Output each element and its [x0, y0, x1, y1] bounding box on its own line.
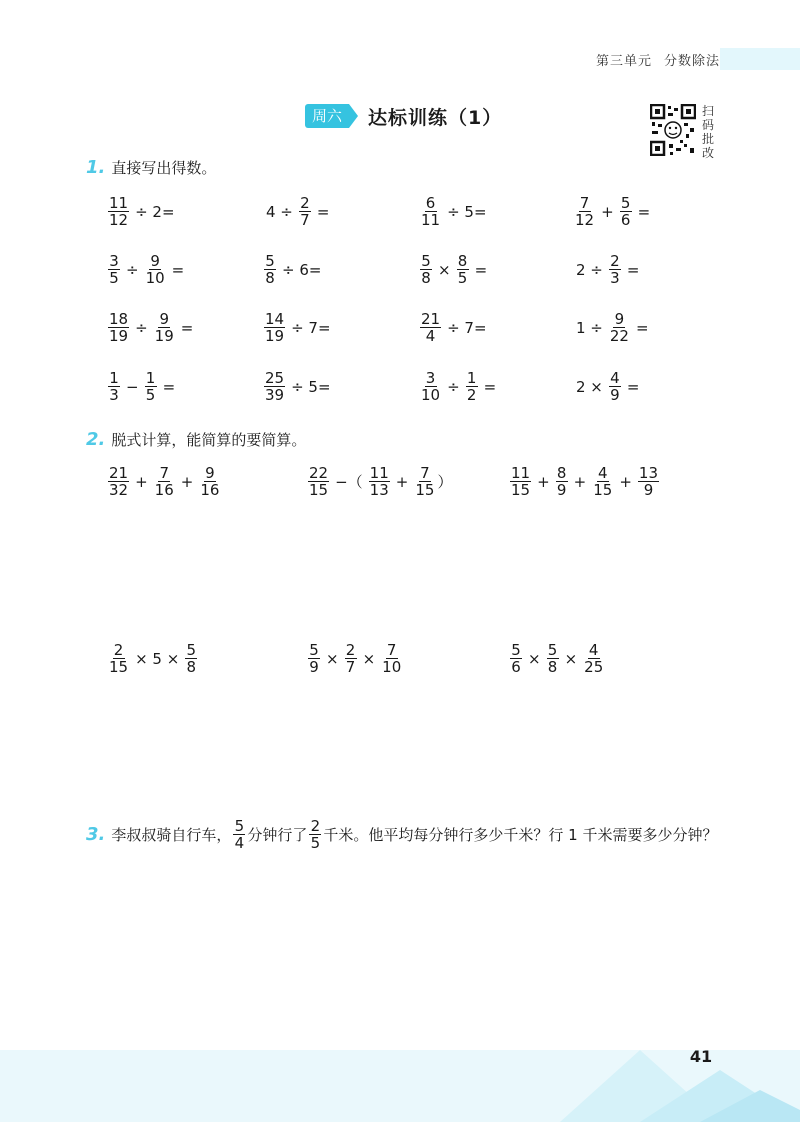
s1-r3c1: $\frac{18}{19}$ ÷ $\frac{9}{19}$ =: [109, 310, 194, 345]
s1-r1c2: 4 ÷ $\frac{2}{7}$ =: [266, 194, 330, 229]
s2-expr-3: $\frac{11}{15}$ + $\frac{8}{9}$ + $\frac{4}{15}$ + $\frac{13}{9}$: [511, 464, 659, 499]
s1-r3c2: $\frac{14}{19}$ ÷ 7=: [265, 310, 331, 345]
section-3-question: 3. 李叔叔骑自行车， $\frac{5}{4}$ 分钟行了 $\frac{2}{5}$ 千米。他平均每分钟行多少千米？行 1 千米需要多少分钟？: [86, 817, 718, 852]
s1-r4c1: $\frac{1}{3}$ − $\frac{1}{5}$ =: [109, 369, 176, 404]
s1-r3c4: 1 ÷ $\frac{9}{22}$ =: [576, 310, 649, 345]
topic-label: 分数除法: [664, 54, 721, 69]
section-2-heading: [86, 429, 306, 450]
s1-r1c1: $\frac{11}{12}$ ÷ 2=: [109, 194, 175, 229]
s1-r2c3: $\frac{5}{8}$ × $\frac{8}{5}$ =: [421, 252, 488, 287]
s2-expr-5: $\frac{5}{9}$ × $\frac{2}{7}$ × $\frac{7}{10}$: [309, 641, 402, 676]
day-badge: 周六: [305, 104, 349, 128]
s1-r4c3: $\frac{3}{10}$ ÷ $\frac{1}{2}$ =: [421, 369, 497, 404]
section-2-number: 2.: [86, 429, 106, 450]
s1-r4c2: $\frac{25}{39}$ ÷ 5=: [265, 369, 331, 404]
running-header: [596, 50, 732, 69]
section-3-number: 3.: [86, 824, 106, 845]
s2-expr-1: $\frac{21}{32}$ + $\frac{7}{16}$ + $\frac{9}{16}$: [109, 464, 220, 499]
section-1-number: 1.: [86, 157, 106, 178]
s2-expr-4: $\frac{2}{15}$ × 5 × $\frac{5}{8}$: [109, 641, 197, 676]
s1-r2c2: $\frac{5}{8}$ ÷ 6=: [265, 252, 322, 287]
section-1-instruction: 直接写出得数。: [111, 159, 217, 177]
page-number: 41: [689, 1047, 713, 1066]
s1-r2c1: $\frac{3}{5}$ ÷ $\frac{9}{10}$ =: [109, 252, 185, 287]
s1-r1c4: $\frac{7}{12}$ + $\frac{5}{6}$ =: [575, 194, 651, 229]
s2-expr-6: $\frac{5}{6}$ × $\frac{5}{8}$ × $\frac{4}{25}$: [511, 641, 604, 676]
s1-r2c4: 2 ÷ $\frac{2}{3}$ =: [576, 252, 640, 287]
qr-code-icon[interactable]: [650, 104, 696, 156]
s1-r4c4: 2 × $\frac{4}{9}$ =: [576, 369, 640, 404]
s1-r3c3: $\frac{21}{4}$ ÷ 7=: [421, 310, 487, 345]
section-2-instruction: 脱式计算，能简算的要简算。: [111, 431, 307, 449]
page-title: 达标训练（1）: [368, 107, 503, 129]
qr-label: 扫 码 批 改: [702, 104, 715, 160]
s2-expr-2: $\frac{22}{15}$ −（ $\frac{11}{13}$ + $\frac{7}{15}$ ）: [309, 464, 453, 499]
s1-r1c3: $\frac{6}{11}$ ÷ 5=: [421, 194, 487, 229]
section-1-heading: [86, 157, 216, 178]
unit-label: 第三单元: [596, 54, 653, 69]
